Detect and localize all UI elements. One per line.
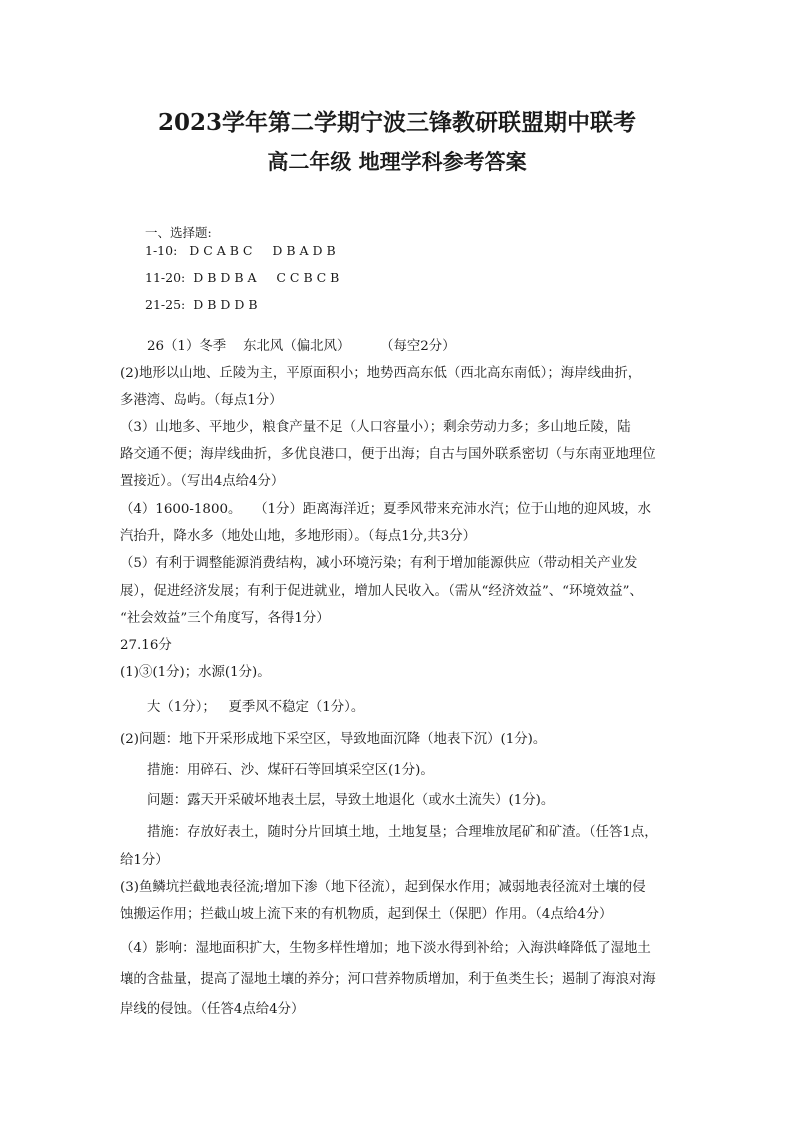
q26-5-line2: 展），促进经济发展；有利于促进就业，增加人民收入。（需从“经济效益”、“环境效益”、 [120, 584, 643, 599]
q27-3-line2: 蚀搬运作用；拦截山坡上流下来的有机物质，起到保土（保肥）作用。（4点给4分） [120, 907, 613, 922]
q26-2-line1: (2)地形以山地、丘陵为主，平原面积小；地势西高东低（西北高东南低）；海岸线曲折， [120, 366, 642, 381]
page-subtitle: 高二年级 地理学科参考答案 [267, 149, 527, 174]
mc-answers-21-25: 21-25: D B D D B [145, 297, 258, 312]
mc-answers-1-10: 1-10: D C A B C D B A D B [145, 243, 336, 258]
q26-4-line2: 汽抬升，降水多（地处山地，多地形雨）。（每点1分,共3分） [120, 529, 477, 544]
q27-4-line1: （4）影响：湿地面积扩大，生物多样性增加；地下淡水得到补给；入海洪峰降低了湿地土 [120, 941, 651, 956]
q27-3-line1: (3)鱼鳞坑拦截地表径流;增加下渗（地下径流），起到保水作用；减弱地表径流对土壤的侵 [120, 880, 646, 895]
q26-3-line1: （3）山地多、平地少，粮食产量不足（人口容量小）；剩余劳动力多；多山地丘陵，陆 [120, 420, 631, 435]
mc-answers-11-20: 11-20: D B D B A C C B C B [145, 270, 340, 285]
q27-2-measure2-line2: 给1分） [120, 853, 169, 868]
q26-2-line2: 多港湾、岛屿。（每点1分） [120, 393, 283, 408]
q26-5-line3: “社会效益”三个角度写，各得1分） [120, 611, 330, 626]
q27-2-problem2: 问题：露天开采破坏地表土层，导致土地退化（或水土流失）(1分)。 [147, 793, 555, 808]
q27-2-problem1: (2)问题：地下开采形成地下采空区，导致地面沉降（地表下沉）(1分)。 [120, 732, 547, 747]
q27-2-measure1: 措施：用碎石、沙、煤矸石等回填采空区(1分)。 [147, 763, 434, 778]
q27-4-line3: 岸线的侵蚀。（任答4点给4分） [120, 1002, 305, 1017]
q27-4-line2: 壤的含盐量，提高了湿地土壤的养分；河口营养物质增加，利于鱼类生长；遏制了海浪对海 [120, 972, 656, 987]
q26-5-line1: （5）有利于调整能源消费结构，减小环境污染；有利于增加能源供应（带动相关产业发 [120, 556, 638, 571]
q27-heading: 27.16分 [120, 638, 172, 653]
q26-1: 26（1）冬季 东北风（偏北风） （每空2分） [147, 339, 456, 354]
q26-4-line1: （4）1600-1800。 （1分）距离海洋近；夏季风带来充沛水汽；位于山地的迎风坡，水 [120, 502, 651, 517]
q27-2-measure2-line1: 措施：存放好表土，随时分片回填土地，土地复垦；合理堆放尾矿和矿渣。（任答1点， [147, 825, 658, 840]
q27-1-line2: 大（1分）； 夏季风不稳定（1分）。 [147, 700, 365, 715]
q27-1-line1: (1)③(1分)；水源(1分)。 [120, 665, 271, 680]
page-title: 2023学年第二学期宁波三锋教研联盟期中联考 [157, 109, 636, 136]
section-heading-choice: 一、选择题: [145, 225, 212, 240]
q26-3-line3: 置接近）。（写出4点给4分） [120, 474, 285, 489]
q26-3-line2: 路交通不便；海岸线曲折，多优良港口，便于出海；自古与国外联系密切（与东南亚地理位 [120, 447, 656, 462]
